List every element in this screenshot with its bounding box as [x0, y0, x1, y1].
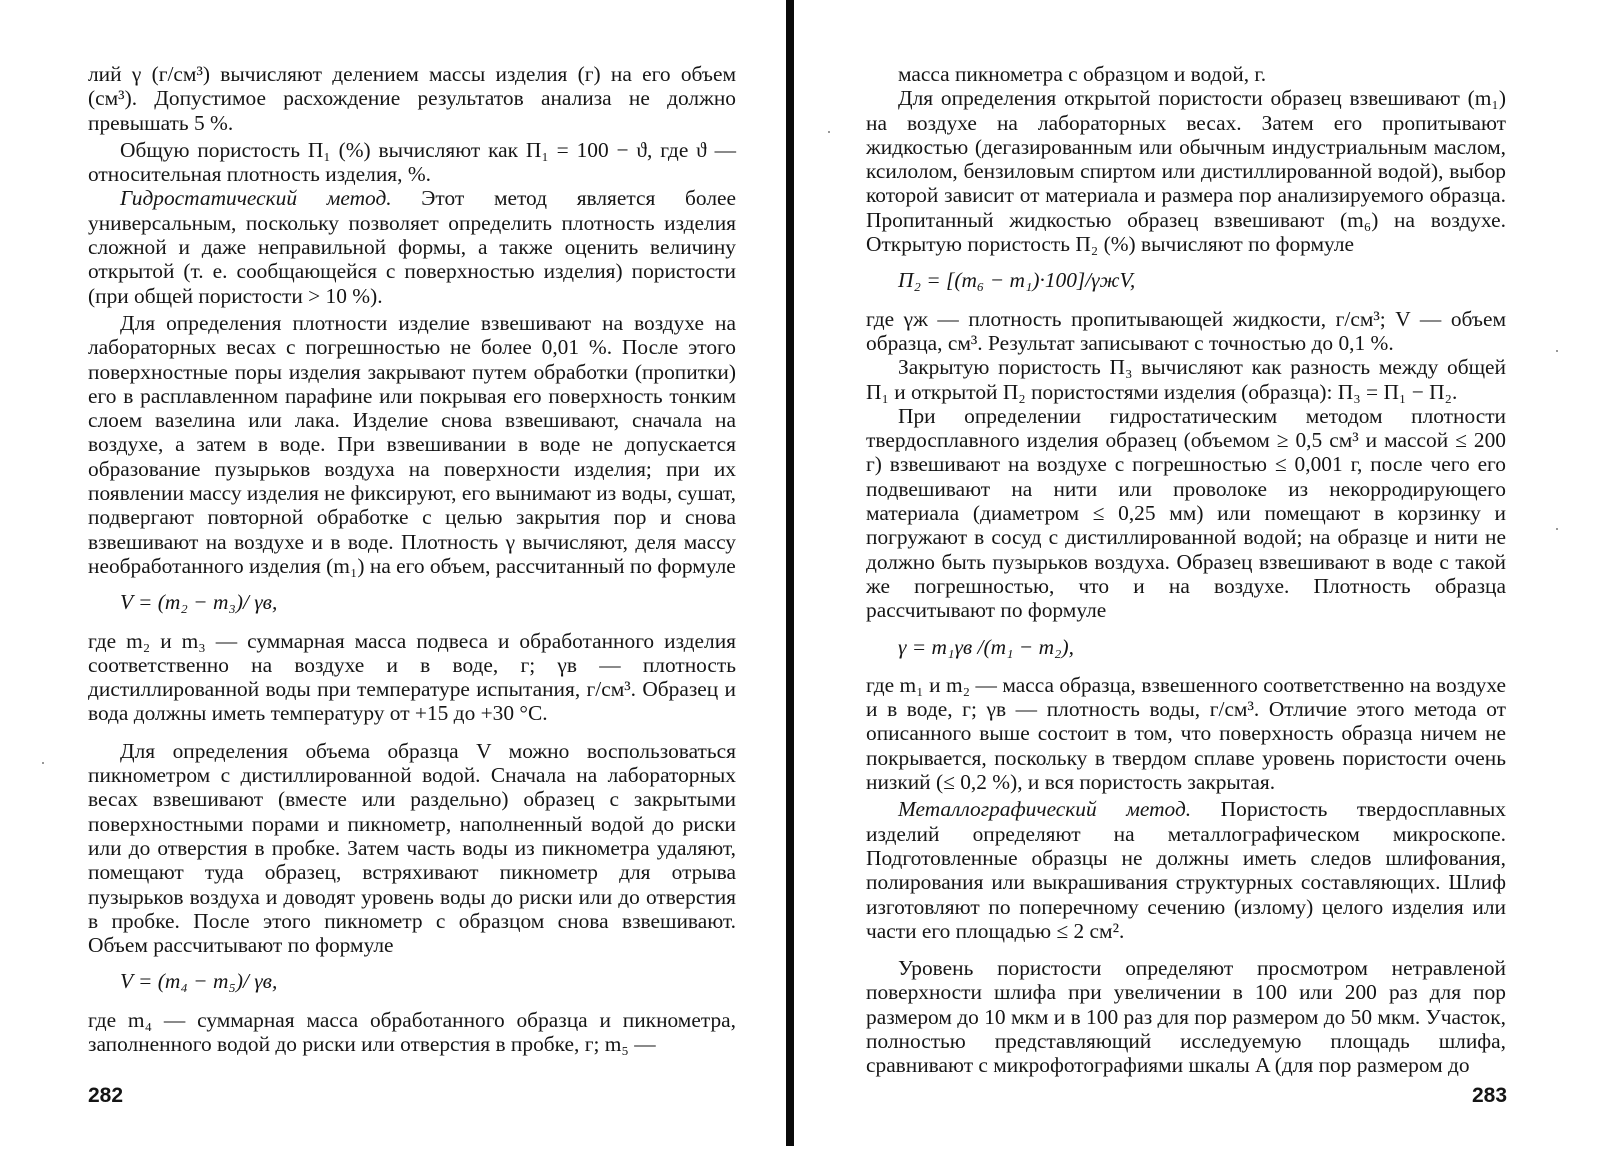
left-paragraph-2: Общую пористость П₁ (%) вычисляют как П₁ = 100 − ϑ, где ϑ — относительная плотность изделия, %.	[88, 137, 736, 187]
right-paragraph-6: где m₁ и m₂ — масса образца, взвешенного соответственно на воздухе и в воде, г; γв — плотность воды, г/см³. Отличие этого метода от описанного выше состоит в том, что поверхность образца ничем не покрывается, поскольку в твердом сплаве уровень пористости очень низкий (≤ 0,2 %), и вся пористость закрытая.	[866, 672, 1506, 795]
right-paragraph-1: масса пикнометра с образцом и водой, г.	[898, 62, 1267, 86]
right-paragraph-2: Для определения открытой пористости образец взвешивают (m₁) на воздухе на лабораторных весах. Затем его пропитывают жидкостью (дегазированным или обычным индустриальным маслом, ксилолом, бензиловым спиртом или дистиллированной водой), выбор которой зависит от материала и размера пор анализируемого образца. Пропитанный жидкостью образец взвешивают (m₆) на воздухе. Открытую пористость П₂ (%) вычисляют по формуле	[866, 86, 1506, 257]
page-number-left: 282	[88, 1084, 124, 1107]
book-spine	[786, 0, 794, 1146]
page-number-right: 283	[1472, 1084, 1508, 1107]
left-page	[88, 62, 736, 1056]
section-heading-hydrostatic: Гидростатический метод.	[120, 186, 392, 211]
left-paragraph-7: где m₄ — суммарная масса обработанного образца и пикнометра, заполненного водой до риски или отверстия в пробке, г; m₅ —	[88, 1007, 736, 1056]
formula-volume-2: V = (m₄ − m₅)/ γв,	[120, 969, 278, 994]
right-page	[866, 62, 1506, 1078]
left-paragraph-1: лий γ (г/см³) вычисляют делением массы изделия (г) на его объем (см³). Допустимое расхождение результатов анализа не должно превышать 5 %.	[88, 62, 736, 135]
left-paragraph-3	[88, 186, 736, 307]
formula-density: γ = m₁γв /(m₁ − m₂),	[898, 634, 1074, 659]
hydrostatic-text: Этот метод является более универсальным, поскольку позволяет определить плотность изделия сложной и даже неправильной формы, а также оценить величину открытой (т. е. сообщающейся с поверхностью изделия) пористости (при общей пористости > 10 %).	[88, 186, 736, 308]
right-paragraph-4: Закрытую пористость П₃ вычисляют как разность между общей П₁ и открытой П₂ пористостями изделия (образца): П₃ = П₁ − П₂.	[866, 355, 1506, 404]
right-paragraph-3: где γж — плотность пропитывающей жидкости, г/см³; V — объем образца, см³. Результат записывают с точностью до 0,1 %.	[866, 306, 1506, 355]
metallographic-text: Пористость твердосплавных изделий определяют на металлографическом микроскопе. Подготовленные образцы не должны иметь следов шлифования, полирования или выкрашивания структурных составляющих. Шлиф изготовляют по поперечному сечению (излому) целого изделия или части его площадью ≤ 2 см².	[866, 797, 1506, 943]
left-paragraph-4: Для определения плотности изделие взвешивают на воздухе на лабораторных весах с погрешностью не более 0,01 %. После этого поверхностные поры изделия закрывают путем обработки (пропитки) его в расплавленном парафине или покрывая его поверхность тонким слоем вазелина или лака. Изделие снова взвешивают, сначала на воздухе, а затем в воде. При взвешивании в воде не допускается образование пузырьков воздуха на поверхности изделия; при их появлении массу изделия не фиксируют, его вынимают из воды, сушат, подвергают повторной обработке с целью закрытия пор и снова взвешивают на воздухе и в воде. Плотность γ вычисляют, деля массу необработанного изделия (m₁) на его объем, рассчитанный по формуле	[88, 310, 736, 578]
right-paragraph-8: Уровень пористости определяют просмотром нетравленой поверхности шлифа при увеличении в 100 или 200 раз для пор размером до 10 мкм и в 100 раз для пор размером до 50 мкм. Участок, полностью представляющий исследуемую площадь шлифа, сравнивают с микрофотографиями шкалы A (для пор размером до	[866, 956, 1506, 1078]
scan-speck	[828, 131, 830, 133]
scan-speck	[42, 762, 44, 764]
left-paragraph-5: где m₂ и m₃ — суммарная масса подвеса и обработанного изделия соответственно на воздухе и в воде, г; γв — плотность дистиллированной воды при температуре испытания, г/см³. Образец и вода должны иметь температуру от +15 до +30 °C.	[88, 628, 736, 726]
formula-open-porosity: П₂ = [(m₆ − m₁)·100]/γжV,	[898, 268, 1136, 293]
scan-speck	[1556, 350, 1558, 352]
scan-speck	[1556, 528, 1558, 530]
right-paragraph-5: При определении гидростатическим методом плотности твердосплавного изделия образец (объемом ≥ 0,5 см³ и массой ≤ 200 г) взвешивают на воздухе с погрешностью ≤ 0,001 г, после чего его подвешивают на нити или проволоке из некорродирующего материала (диаметром ≤ 0,25 мм) или помещают в корзинку и погружают в сосуд с дистиллированной водой; на образце и нити не должно быть пузырьков воздуха. Образец взвешивают в воде с такой же погрешностью, что и на воздухе. Плотность образца рассчитывают по формуле	[866, 403, 1506, 623]
right-paragraph-7	[866, 797, 1506, 943]
left-paragraph-6: Для определения объема образца V можно воспользоваться пикнометром с дистиллированной водой. Сначала на лабораторных весах взвешивают (вместе или раздельно) образец с закрытыми поверхностными порами и пикнометр, наполненный водой до риски или до отверстия в пробке. Затем часть воды из пикнометра удаляют, помещают туда образец, встряхивают пикнометр для отрыва пузырьков воздуха и доводят уровень воды до риски или до отверстия в пробке. После этого пикнометр с образцом снова взвешивают. Объем рассчитывают по формуле	[88, 738, 736, 958]
section-heading-metallographic: Металлографический метод.	[898, 797, 1192, 822]
formula-volume-1: V = (m₂ − m₃)/ γв,	[120, 590, 278, 615]
